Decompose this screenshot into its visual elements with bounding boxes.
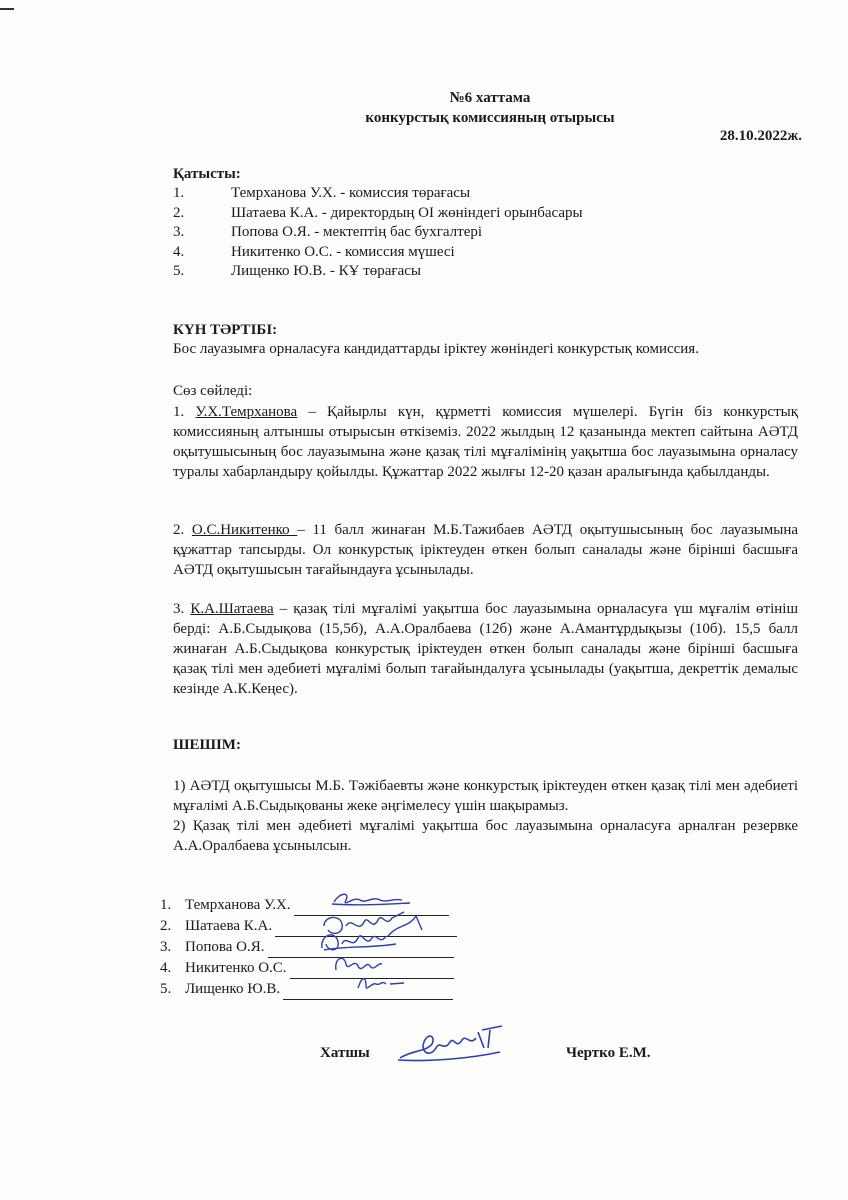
attendee-row <box>173 223 583 243</box>
attendee-list <box>173 184 583 282</box>
signature-line <box>290 964 454 979</box>
secretary-label: Хатшы <box>320 1045 370 1061</box>
speaker-name: О.С.Никитенко <box>191 522 298 538</box>
decision-item: 1) АӘТД оқытушысы М.Б. Тәжібаевты және конкурстық іріктеуден өткен қазақ тілі мен әдебиеті мұғалімі А.Б.Сыдықованы жеке әңгімелесу үшін шақырамыз. <box>173 778 798 814</box>
signature-row <box>160 937 457 958</box>
signer-number: 5. <box>160 981 172 997</box>
attendee-number: 2. <box>173 204 185 221</box>
scan-corner-mark <box>0 8 14 10</box>
attendee-text: Лищенко Ю.В. - КҰ төрағасы <box>231 263 421 279</box>
signer-name: Темрханова У.Х. <box>185 897 291 913</box>
signature-line <box>294 901 449 916</box>
speaker-name: У.Х.Темрханова <box>195 404 298 420</box>
speaker-text: – Қайырлы күн, құрметті комиссия мүшелері. Бүгін біз конкурстық комиссияның алтыншы отырысын өткіземіз. 2022 жылдың 12 қазанында мектеп сайтына АӘТД оқытушысының бос лауазымына және қазақ тілі мұғалімінің уақытша бос лауазымына орналасу туралы хабарландыру қойылды. Құжаттар 2022 жылғы 12-20 қазан аралығында қабылданды. <box>173 404 799 480</box>
speaker-name: К.А.Шатаева <box>190 601 274 617</box>
decision-item: 2) Қазақ тілі мен әдебиеті мұғалімі уақытша бос лауазымына орналасуға арналған резервке А.А.Оралбаева ұсынылсын. <box>173 818 798 854</box>
speaker-prefix: 2. <box>173 522 192 538</box>
speaker-text: – қазақ тілі мұғалімі уақытша бос лауазымына орналасуға үш мұғалім өтініш берді: А.Б.Сыдықова (15,5б), А.А.Оралбаева (12б) және А.Амантұрдықызы (10б). 15,5 балл жинаған А.Б.Сыдықова конкурстық іріктеуден өткен болып саналады және бірінші басшыға қазақ тілі мен әдебиеті мұғалімі болып тағайындалуға ұсынылады (уақытша, декреттік демалыс кезінде А.К.Кеңес). <box>173 601 799 697</box>
signature-line <box>275 922 457 937</box>
attendee-row <box>173 262 583 282</box>
signer-name: Лищенко Ю.В. <box>185 981 281 997</box>
attendee-number: 3. <box>173 224 185 240</box>
speaker-prefix: 3. <box>173 601 191 617</box>
document-title <box>0 88 848 128</box>
attendee-number: 1. <box>173 185 185 201</box>
signer-name: Шатаева К.А. <box>185 918 273 934</box>
attendee-number: 5. <box>173 263 185 279</box>
signature-line <box>283 985 453 1000</box>
attendee-text: Попова О.Я. - мектептің бас бухгалтері <box>231 224 483 240</box>
speaker-prefix: 1. <box>173 404 196 420</box>
speaker-paragraph <box>173 520 798 580</box>
signature-row <box>160 895 457 916</box>
signature-row <box>160 979 457 1000</box>
signature-list <box>160 895 457 1000</box>
secretary-name: Чертко Е.М. <box>566 1045 651 1061</box>
attendee-text: Темрханова У.Х. - комиссия төрағасы <box>231 185 471 201</box>
attendee-row <box>173 204 583 224</box>
protocol-subtitle: конкурстық комиссияның отырысы <box>365 110 615 126</box>
speaker-text: – 11 балл жинаған М.Б.Тажибаев АӘТД оқытушысының бос лауазымына құжаттар тапсырды. Ол конкурстық іріктеуден өткен болып саналады және бірінші басшыға АӘТД оқытушысын тағайындауға ұсынылады. <box>173 522 799 578</box>
speaker-paragraph <box>173 599 798 699</box>
signer-name: Никитенко О.С. <box>185 960 287 976</box>
signature-scribble-secretary <box>392 1022 522 1070</box>
agenda-text: Бос лауазымға орналасуға кандидаттарды іріктеу жөніндегі конкурстық комиссия. <box>173 341 699 357</box>
attendee-text: Шатаева К.А. - директордың ОІ жөніндегі орынбасары <box>231 204 583 221</box>
attendee-number: 4. <box>173 243 185 260</box>
attendee-row <box>173 243 583 263</box>
attendee-row <box>173 184 583 204</box>
signer-number: 2. <box>160 918 172 934</box>
signer-number: 3. <box>160 939 172 955</box>
attendee-text: Никитенко О.С. - комиссия мүшесі <box>231 243 455 260</box>
signer-number: 4. <box>160 960 172 976</box>
speakers-heading: Сөз сөйледі: <box>173 383 253 399</box>
signer-number: 1. <box>160 897 172 913</box>
protocol-date: 28.10.2022ж. <box>719 128 802 144</box>
signature-row <box>160 958 457 979</box>
speaker-paragraph <box>173 402 798 482</box>
decision-heading: ШЕШІМ: <box>173 737 241 753</box>
signer-name: Попова О.Я. <box>185 939 265 955</box>
signature-line <box>268 943 454 958</box>
signature-row <box>160 916 457 937</box>
agenda-heading: КҮН ТӘРТІБІ: <box>173 322 278 338</box>
protocol-number: №6 хаттама <box>449 90 531 106</box>
attended-heading: Қатысты: <box>173 166 241 182</box>
